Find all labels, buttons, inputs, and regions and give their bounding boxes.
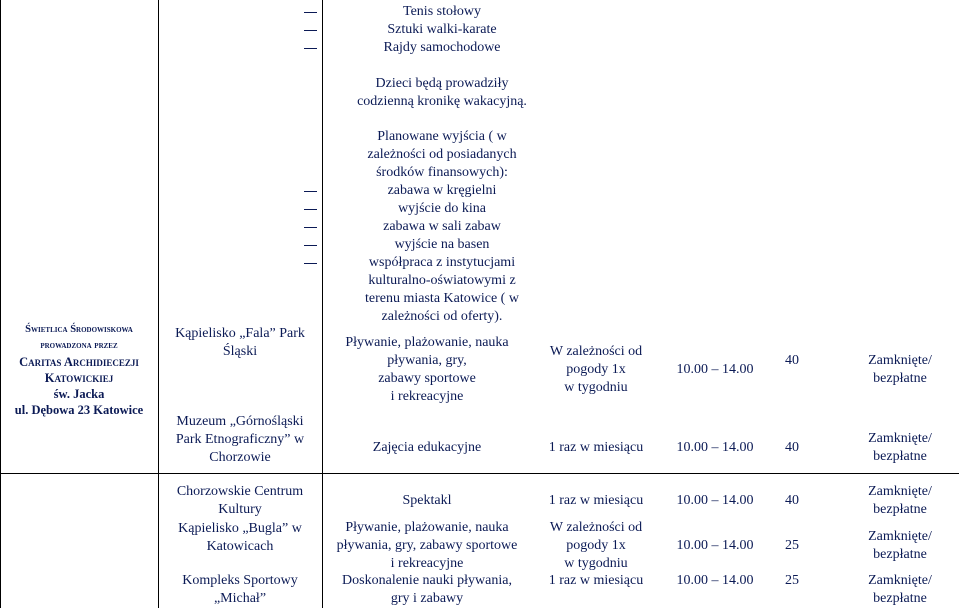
activity-fala: Pływanie, plażowanie, nauka pływania, gry, zabawy sportowe i rekreacyjne (345, 335, 509, 404)
activity-bugla: Pływanie, plażowanie, nauka pływania, gry, zabawy sportowe i rekreacyjne (336, 520, 518, 571)
planned-outings: Planowane wyjścia ( w zależności od posiadanych środków finansowych): zabawa w kręgielni wyjście do kina zabawa w sali zabaw wyjście na basen współpraca z instytucjami kulturalno-oświatowymi z terenu miasta Katowice ( w zależności od oferty). (322, 128, 562, 326)
list-item: Sztuki walki-karate (322, 21, 562, 39)
hours-michal: 10.00 – 14.00 (676, 573, 754, 588)
activity-centrum: Spektakl (402, 493, 452, 508)
list-item: wyjście do kina (322, 200, 562, 218)
frequency-fala: W zależności od pogody 1x w tygodniu (549, 344, 643, 395)
status-centrum: Zamknięte/ bezpłatne (868, 484, 932, 517)
organization-name: Świetlica Środowiskowa prowadzona przez Caritas Archidiecezji Katowickiej św. Jacka ul. Dębowa 23 Katowice (14, 324, 144, 417)
list-item: zabawa w kręgielni (322, 182, 562, 200)
row-divider (0, 473, 959, 474)
frequency-muzeum: 1 raz w miesiącu (548, 440, 644, 455)
activity-muzeum: Zajęcia edukacyjne (372, 440, 482, 455)
frequency-centrum: 1 raz w miesiącu (548, 493, 644, 508)
venue-fala: Kąpielisko „Fala” Park Śląski (175, 326, 305, 359)
list-item: współpraca z instytucjami (322, 254, 562, 272)
venue-muzeum: Muzeum „Górnośląski Park Etnograficzny” w Chorzowie (175, 414, 305, 465)
list-item: zabawa w sali zabaw (322, 218, 562, 236)
venue-michal: Kompleks Sportowy „Michał” (182, 573, 298, 606)
count-muzeum: 40 (785, 440, 799, 455)
hours-fala: 10.00 – 14.00 (676, 362, 754, 377)
activity-michal: Doskonalenie nauki pływania, gry i zabawy (342, 573, 512, 606)
venue-bugla: Kąpielisko „Bugla” w Katowicach (178, 521, 302, 554)
status-muzeum: Zamknięte/ bezpłatne (868, 431, 932, 464)
chronicle-note: Dzieci będą prowadziły codzienną kronikę wakacyjną. (357, 76, 527, 109)
venue-centrum: Chorzowskie Centrum Kultury (176, 484, 304, 517)
list-item: wyjście na basen (322, 236, 562, 254)
hours-centrum: 10.00 – 14.00 (676, 493, 754, 508)
status-michal: Zamknięte/ bezpłatne (868, 573, 932, 606)
list-item: Tenis stołowy (322, 3, 562, 21)
count-fala: 40 (785, 353, 799, 368)
activities-list (322, 3, 562, 57)
count-bugla: 25 (785, 538, 799, 553)
hours-bugla: 10.00 – 14.00 (676, 538, 754, 553)
table-border-left (0, 0, 1, 608)
hours-muzeum: 10.00 – 14.00 (676, 440, 754, 455)
count-michal: 25 (785, 573, 799, 588)
status-bugla: Zamknięte/ bezpłatne (868, 529, 932, 562)
frequency-bugla: W zależności od pogody 1x w tygodniu (549, 520, 643, 571)
count-centrum: 40 (785, 493, 799, 508)
frequency-michal: 1 raz w miesiącu (548, 573, 644, 588)
status-fala: Zamknięte/ bezpłatne (868, 353, 932, 386)
list-item: Rajdy samochodowe (322, 39, 562, 57)
